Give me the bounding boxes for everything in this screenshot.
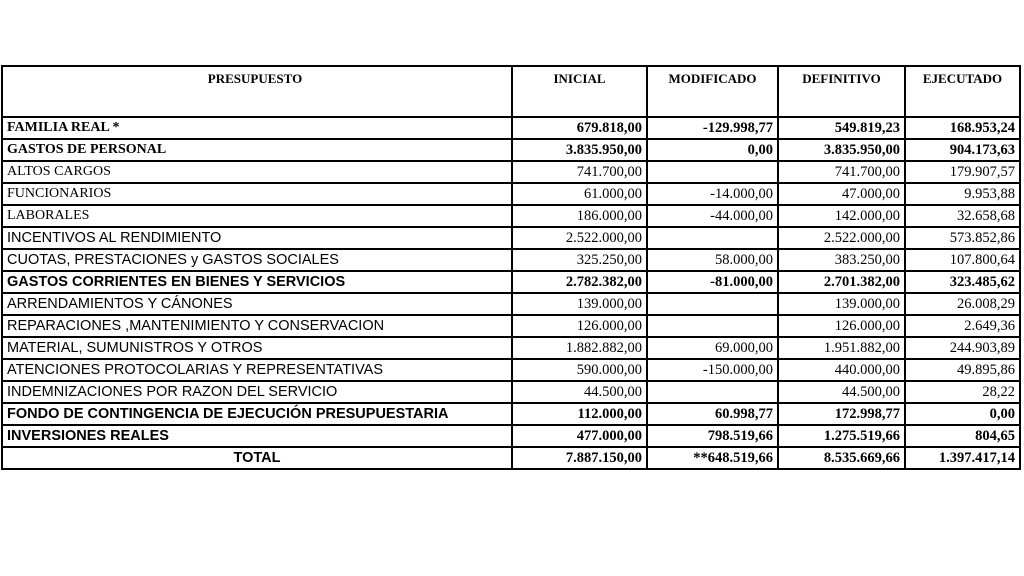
table-row bbox=[2, 359, 1020, 381]
table-header bbox=[2, 66, 1020, 117]
cell-inicial: 112.000,00 bbox=[512, 403, 647, 425]
cell-inicial: 126.000,00 bbox=[512, 315, 647, 337]
cell-inicial: 61.000,00 bbox=[512, 183, 647, 205]
row-label: ARRENDAMIENTOS Y CÁNONES bbox=[2, 293, 512, 315]
row-label: GASTOS DE PERSONAL bbox=[2, 139, 512, 161]
cell-inicial: 325.250,00 bbox=[512, 249, 647, 271]
cell-modificado: 69.000,00 bbox=[647, 337, 778, 359]
cell-ejecutado: 904.173,63 bbox=[905, 139, 1020, 161]
cell-ejecutado: 244.903,89 bbox=[905, 337, 1020, 359]
table-row bbox=[2, 293, 1020, 315]
cell-ejecutado: 804,65 bbox=[905, 425, 1020, 447]
table-row bbox=[2, 205, 1020, 227]
cell-modificado bbox=[647, 227, 778, 249]
row-label: ALTOS CARGOS bbox=[2, 161, 512, 183]
cell-inicial: 679.818,00 bbox=[512, 117, 647, 139]
header-presupuesto: PRESUPUESTO bbox=[2, 66, 512, 117]
cell-ejecutado: 0,00 bbox=[905, 403, 1020, 425]
cell-ejecutado: 49.895,86 bbox=[905, 359, 1020, 381]
cell-ejecutado: 2.649,36 bbox=[905, 315, 1020, 337]
cell-ejecutado: 323.485,62 bbox=[905, 271, 1020, 293]
cell-ejecutado: 107.800,64 bbox=[905, 249, 1020, 271]
table-body bbox=[2, 117, 1020, 469]
table-row bbox=[2, 271, 1020, 293]
header-inicial: INICIAL bbox=[512, 66, 647, 117]
cell-modificado: 798.519,66 bbox=[647, 425, 778, 447]
row-label: ATENCIONES PROTOCOLARIAS Y REPRESENTATIVAS bbox=[2, 359, 512, 381]
table-row bbox=[2, 337, 1020, 359]
cell-inicial: 186.000,00 bbox=[512, 205, 647, 227]
cell-ejecutado: 573.852,86 bbox=[905, 227, 1020, 249]
table-row bbox=[2, 425, 1020, 447]
cell-definitivo: 44.500,00 bbox=[778, 381, 905, 403]
header-modificado: MODIFICADO bbox=[647, 66, 778, 117]
cell-ejecutado: 179.907,57 bbox=[905, 161, 1020, 183]
cell-inicial: 139.000,00 bbox=[512, 293, 647, 315]
cell-modificado bbox=[647, 381, 778, 403]
cell-definitivo: 3.835.950,00 bbox=[778, 139, 905, 161]
row-label: INCENTIVOS AL RENDIMIENTO bbox=[2, 227, 512, 249]
cell-modificado: -150.000,00 bbox=[647, 359, 778, 381]
cell-inicial: 3.835.950,00 bbox=[512, 139, 647, 161]
cell-modificado: **648.519,66 bbox=[647, 447, 778, 469]
row-label: GASTOS CORRIENTES EN BIENES Y SERVICIOS bbox=[2, 271, 512, 293]
row-label: MATERIAL, SUMUNISTROS Y OTROS bbox=[2, 337, 512, 359]
table-row bbox=[2, 139, 1020, 161]
cell-modificado bbox=[647, 315, 778, 337]
cell-inicial: 2.782.382,00 bbox=[512, 271, 647, 293]
cell-modificado bbox=[647, 293, 778, 315]
table-row bbox=[2, 117, 1020, 139]
row-label: FONDO DE CONTINGENCIA DE EJECUCIÓN PRESUPUESTARIA bbox=[2, 403, 512, 425]
cell-ejecutado: 1.397.417,14 bbox=[905, 447, 1020, 469]
cell-definitivo: 440.000,00 bbox=[778, 359, 905, 381]
cell-modificado: -44.000,00 bbox=[647, 205, 778, 227]
cell-definitivo: 8.535.669,66 bbox=[778, 447, 905, 469]
total-row bbox=[2, 447, 1020, 469]
cell-ejecutado: 9.953,88 bbox=[905, 183, 1020, 205]
cell-ejecutado: 168.953,24 bbox=[905, 117, 1020, 139]
row-label: TOTAL bbox=[2, 447, 512, 469]
header-ejecutado: EJECUTADO bbox=[905, 66, 1020, 117]
cell-inicial: 1.882.882,00 bbox=[512, 337, 647, 359]
row-label: LABORALES bbox=[2, 205, 512, 227]
cell-definitivo: 1.951.882,00 bbox=[778, 337, 905, 359]
cell-modificado: -129.998,77 bbox=[647, 117, 778, 139]
table-row bbox=[2, 161, 1020, 183]
cell-definitivo: 139.000,00 bbox=[778, 293, 905, 315]
cell-modificado: 58.000,00 bbox=[647, 249, 778, 271]
cell-definitivo: 2.522.000,00 bbox=[778, 227, 905, 249]
cell-definitivo: 126.000,00 bbox=[778, 315, 905, 337]
table-row bbox=[2, 249, 1020, 271]
row-label: INDEMNIZACIONES POR RAZON DEL SERVICIO bbox=[2, 381, 512, 403]
cell-definitivo: 172.998,77 bbox=[778, 403, 905, 425]
cell-inicial: 477.000,00 bbox=[512, 425, 647, 447]
table-row bbox=[2, 183, 1020, 205]
cell-definitivo: 47.000,00 bbox=[778, 183, 905, 205]
row-label: CUOTAS, PRESTACIONES y GASTOS SOCIALES bbox=[2, 249, 512, 271]
cell-ejecutado: 28,22 bbox=[905, 381, 1020, 403]
header-row bbox=[2, 66, 1020, 117]
cell-definitivo: 549.819,23 bbox=[778, 117, 905, 139]
table-row bbox=[2, 315, 1020, 337]
cell-ejecutado: 32.658,68 bbox=[905, 205, 1020, 227]
cell-definitivo: 1.275.519,66 bbox=[778, 425, 905, 447]
row-label: FUNCIONARIOS bbox=[2, 183, 512, 205]
cell-modificado: 0,00 bbox=[647, 139, 778, 161]
cell-definitivo: 142.000,00 bbox=[778, 205, 905, 227]
cell-inicial: 7.887.150,00 bbox=[512, 447, 647, 469]
table-row bbox=[2, 381, 1020, 403]
row-label: INVERSIONES REALES bbox=[2, 425, 512, 447]
cell-modificado: 60.998,77 bbox=[647, 403, 778, 425]
row-label: FAMILIA REAL * bbox=[2, 117, 512, 139]
cell-definitivo: 383.250,00 bbox=[778, 249, 905, 271]
cell-definitivo: 2.701.382,00 bbox=[778, 271, 905, 293]
cell-inicial: 44.500,00 bbox=[512, 381, 647, 403]
table-row bbox=[2, 403, 1020, 425]
cell-definitivo: 741.700,00 bbox=[778, 161, 905, 183]
cell-modificado: -14.000,00 bbox=[647, 183, 778, 205]
cell-modificado bbox=[647, 161, 778, 183]
cell-inicial: 741.700,00 bbox=[512, 161, 647, 183]
row-label: REPARACIONES ,MANTENIMIENTO Y CONSERVACION bbox=[2, 315, 512, 337]
budget-table bbox=[1, 65, 1021, 470]
cell-ejecutado: 26.008,29 bbox=[905, 293, 1020, 315]
cell-inicial: 590.000,00 bbox=[512, 359, 647, 381]
table-row bbox=[2, 227, 1020, 249]
header-definitivo: DEFINITIVO bbox=[778, 66, 905, 117]
cell-modificado: -81.000,00 bbox=[647, 271, 778, 293]
cell-inicial: 2.522.000,00 bbox=[512, 227, 647, 249]
